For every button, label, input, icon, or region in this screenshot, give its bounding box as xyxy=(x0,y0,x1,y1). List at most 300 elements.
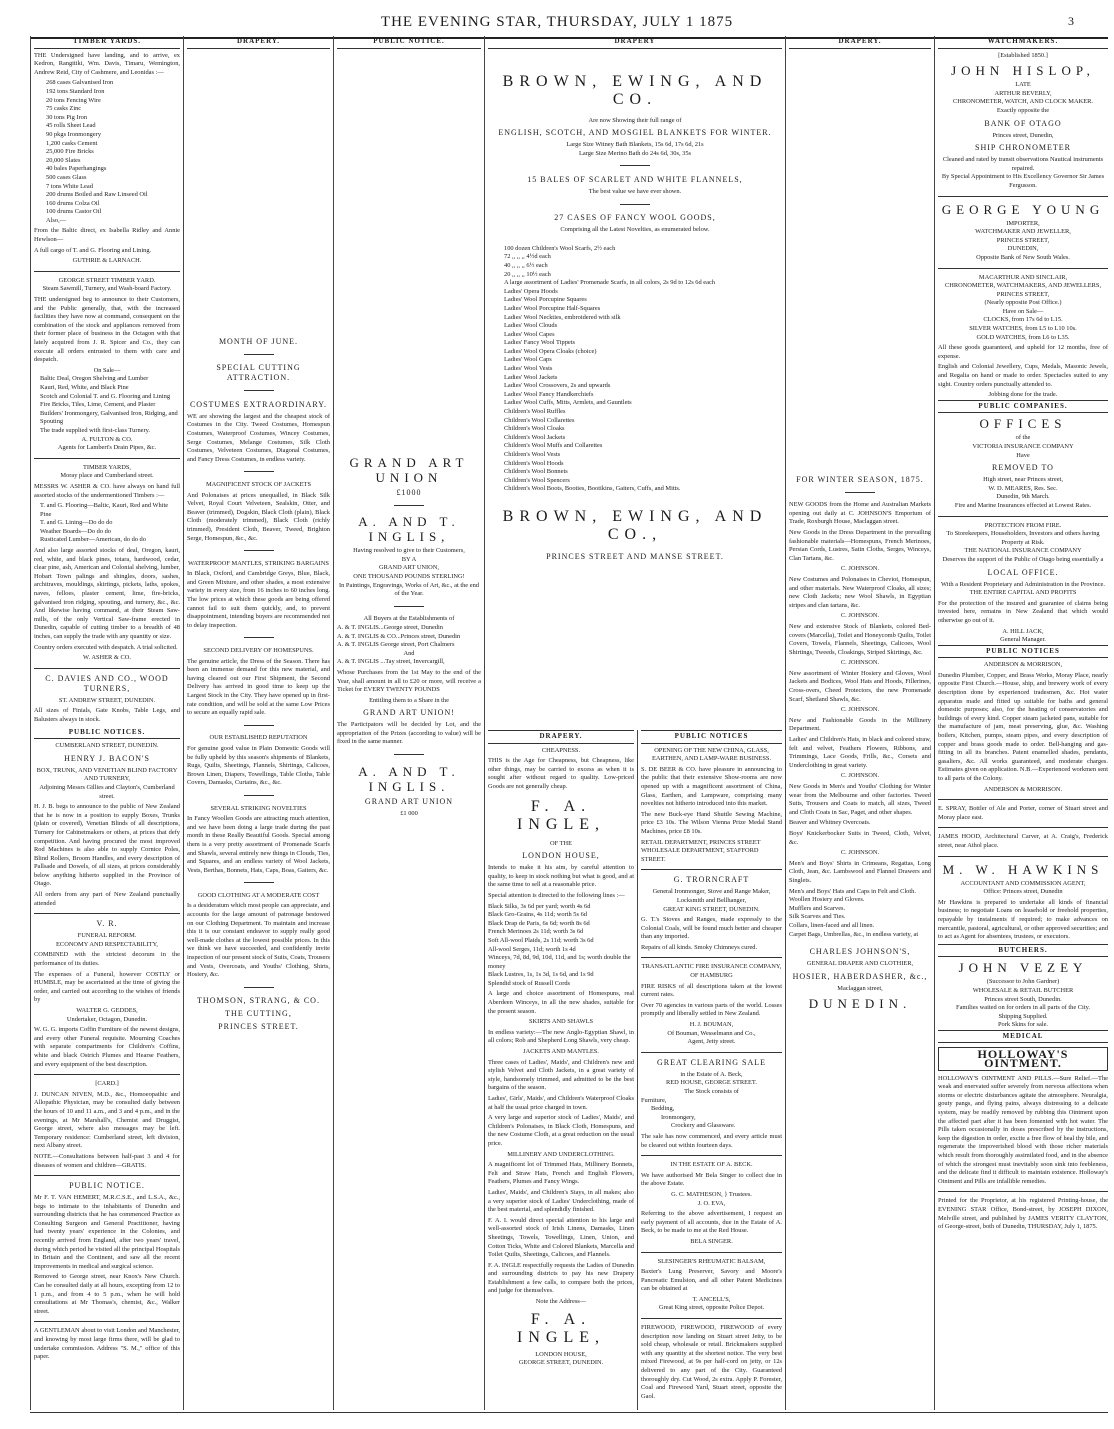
list-item: Bedding, xyxy=(651,1105,675,1113)
section-header: DRAPERY. xyxy=(789,36,931,49)
list-item: Ladies' Wool Porcupine Squares xyxy=(504,296,587,304)
list-item: 20,000 Slates xyxy=(46,156,81,164)
ad-signature: BELA SINGER. xyxy=(690,1237,733,1245)
ad-heading: MACARTHUR AND SINCLAIR, xyxy=(978,273,1068,281)
ad-text: Is a desideratum which most people can appreciate, and accounts for the large amount of patronage bestowed on our Clothing Department. To maintain and increase this it is our constant endeavor to supply really good well-made clothes at the lowest possible prices. In this we think we have succeeded, and confidently invite inspection of our present stock of Suits, Coats, Trousers and Vests, Overcoats, and Youths' Clothing, Shirts, Hosiery, &c. xyxy=(187,902,330,979)
wool-goods-list xyxy=(504,245,782,494)
ad-text: of the xyxy=(1015,434,1031,442)
list-item: Ladies' Wool Clouds xyxy=(504,322,558,330)
ad-subheading: REMOVED TO xyxy=(992,463,1054,473)
section-header: PUBLIC NOTICE. xyxy=(337,36,481,49)
ad-text: Comprising all the Latest Novelties, as enumerated below. xyxy=(560,226,710,234)
list-item: 72 ,, ,, ,, 4½d each xyxy=(504,253,551,261)
ad-text: Undertaker, Octagon, Dunedin. xyxy=(66,1015,148,1023)
ad-text: T. and G. Lining—Do do do xyxy=(40,519,113,527)
list-item: Black Drap de Paris, 6s 6d; worth 8s 6d xyxy=(488,919,590,927)
ad-text: Jobbing done for the trade. xyxy=(988,391,1058,399)
ad-divider xyxy=(641,1318,782,1319)
ad-heading: TIMBER YARDS, xyxy=(82,463,132,471)
ad-divider xyxy=(34,458,180,459)
newspaper-title: THE EVENING STAR, THURSDAY, JULY 1 1875 xyxy=(380,14,734,30)
ad-signature: PRINCES STREET. xyxy=(218,1022,299,1032)
ad-text: FIRE RISKS of all descriptions taken at the lowest current rates. xyxy=(641,982,782,999)
ad-text: LONDON HOUSE, xyxy=(535,1350,587,1358)
ad-subheading: PRINCES STREET, xyxy=(996,236,1050,244)
ad-text: Referring to the above advertisement, I request an early payment of all accounts, due in the Estate of A. Beck, to be made to me at the Red House. xyxy=(641,1210,782,1235)
ad-subheading: WATERPROOF MANTLES, STRIKING BARGAINS xyxy=(188,559,329,567)
ad-subheading: ST. ANDREW STREET, DUNEDIN. xyxy=(58,696,156,704)
list-item: Children's Wool Hoods xyxy=(504,459,564,467)
ad-text: Dunedin, 9th March. xyxy=(996,493,1050,501)
ad-text: NEW GOODS from the Home and Australian Markets opening out daily at C. JOHNSON'S Emporium of Trade, Roxburgh House, Maclaggan street. xyxy=(789,501,931,526)
section-header: DRAPERY. xyxy=(488,730,634,744)
ad-heading: G. TRORNCRAFT xyxy=(673,875,750,885)
column-ingle xyxy=(488,730,634,1410)
ad-signature: C. JOHNSON. xyxy=(840,565,880,573)
ad-subheading: SEVERAL STRIKING NOVELTIES xyxy=(210,804,307,812)
list-item: 75 casks Zinc xyxy=(46,105,82,113)
ad-text: COMBINED with the strictest decorum in the performance of its duties. xyxy=(34,951,180,968)
ad-subheading: CHRONOMETER, WATCHMAKERS, AND JEWELLERS, xyxy=(944,282,1102,290)
ad-text: FIREWOOD, FIREWOOD, FIREWOOD of every description now landing on Stuart street Jetty, to be sold cheap, wholesale or retail. Brickmakers supplied with any quantity at the shortest notice. The very best mixed Firewood, at 9s per half-cord on jetty, or 12s delivered to any part of the City. Guaranteed thoroughly dry. Cut Wood, 2s extra. Apply P. Forester, Coal and Firewood Yard, Stuart street, opposite the Gaol. xyxy=(641,1324,782,1400)
ad-subheading: 27 CASES OF FANCY WOOL GOODS, xyxy=(554,213,716,223)
ad-text: THIS is the Age for Cheapness, but Cheapness, like other things, may be carried to excess as when it is sought after without regard to quality. Low-priced Goods are not generally cheap. xyxy=(488,757,634,790)
list-item: Black Lustres, 1s, 1s 3d, 1s 6d, and 1s 9d xyxy=(488,971,594,979)
ad-heading: JOHN HISLOP, xyxy=(951,63,1095,79)
list-item: Black Silks, 3s 6d per yard; worth 4s 6d xyxy=(488,902,591,910)
ad-signature: DUNEDIN. xyxy=(808,996,912,1012)
list-item: Furniture, xyxy=(641,1096,667,1104)
ad-text: General Manager. xyxy=(1000,636,1046,644)
ad-text: THE Undersigned have landing, and to arrive, ex Kedron, Rangitiki, Wm. Davis, Timaru, Wemington, Andrew Reid, City of Cashmere, and Leonidas :— xyxy=(34,51,180,76)
section-header: DRAPERY xyxy=(488,36,782,49)
ad-text: DUNEDIN, xyxy=(1007,245,1039,253)
list-item: Children's Wool Muffs and Collarettes xyxy=(504,442,603,450)
ad-heading: HENRY J. BACON'S xyxy=(64,753,150,763)
ad-text: Baltic Deal, Oregon Shelving and Lumber xyxy=(40,375,149,383)
column-brown-ewing xyxy=(488,36,782,726)
ad-subheading: WATCHMAKER AND JEWELLER, xyxy=(975,228,1071,236)
list-item: 20 ,, ,, ,, 10½ each xyxy=(504,270,551,278)
list-item: 100 drums Castor Oil xyxy=(46,208,102,216)
ad-text: All sizes of Finials, Gate Knobs, Table Legs, and Balusters always in stock. xyxy=(34,707,180,723)
ad-subheading: RED HOUSE, GEORGE STREET. xyxy=(666,1079,757,1087)
ad-text: The expenses of a Funeral, however COSTLY or HUMBLE, may be ascertained at the time of giving the order, and carried out according to the wishes of friends by xyxy=(34,970,180,1004)
ad-text: A magnificent lot of Trimmed Hats, Millinery Bonnets, Felt and Straw Hats, French and English Flowers, Feathers, Plumes and Fancy Wings. xyxy=(488,1161,634,1186)
ad-subheading: JACKETS AND MANTLES. xyxy=(523,1048,599,1056)
list-item: 40 ,, ,, ,, 6½ each xyxy=(504,261,548,269)
ad-text: Having resolved to give to their Customers, xyxy=(353,547,465,555)
ad-signature: H. J. BOUMAN, xyxy=(689,1021,734,1029)
section-header: BUTCHERS. xyxy=(938,944,1108,958)
ad-heading: PROTECTION FROM FIRE. xyxy=(984,521,1062,529)
ad-text: Are now Showing their full range of xyxy=(588,116,682,124)
signature: WALTER G. GEDDES, xyxy=(76,1007,138,1014)
column-divider xyxy=(183,36,184,1410)
ad-text: WHOLESALE DEPARTMENT, STAFFORD STREET. xyxy=(641,847,759,863)
list-item: 160 drums Colza Oil xyxy=(46,199,100,207)
ad-text: RETAIL DEPARTMENT, PRINCES STREET xyxy=(641,838,761,846)
list-item: Ironmongery, xyxy=(661,1113,696,1121)
ad-separator xyxy=(187,547,330,556)
list-item: Ladies' Wool Neckties, embroidered with silk xyxy=(504,313,621,321)
ad-text: Mr F. T. VAN HEMERT, M.R.C.S.E., and L.S.A., &c., begs to intimate to the inhabitants of Dunedin and surrounding districts that he has commenced Practice as Consulting Surgeon and General Practitioner, having had twenty years' experience in the Colonies, and recently arrived from England, after two years' travel, during which period he visited all the principal Hospitals in Britain and the Continent, and saw all the recent improvements in medical and surgical science. xyxy=(34,1194,180,1270)
ad-heading: CHEAPNESS. xyxy=(541,746,581,754)
ad-text: BY A xyxy=(401,555,417,563)
ad-signature: C. JOHNSON. xyxy=(840,772,880,780)
list-item: 40 bales Paperhangings xyxy=(46,165,107,173)
ad-heading: FUNERAL REFORM. xyxy=(77,932,137,940)
ad-divider xyxy=(938,1191,1108,1192)
ad-text: Large Size Merino Bath do 24s 6d, 30s, 35s xyxy=(578,149,692,157)
ad-subheading: LOCAL OFFICE. xyxy=(987,567,1059,577)
ad-divider xyxy=(34,271,180,272)
ad-divider xyxy=(641,1252,782,1253)
ad-divider xyxy=(938,516,1108,517)
ad-divider xyxy=(34,668,180,669)
ad-divider xyxy=(34,1175,180,1176)
ad-text: The Participators will be decided by Lot, and the appropriation of the Prizes (according to value) will be fixed in the same manner. xyxy=(337,721,481,746)
list-item: Ladies' Wool Vests xyxy=(504,365,553,373)
ad-subheading: in the Estate of A. Beck, xyxy=(680,1070,743,1078)
ad-text: Note the Address— xyxy=(535,1298,587,1306)
ad-separator xyxy=(187,879,330,888)
ad-divider xyxy=(34,913,180,914)
ad-text: LATE xyxy=(1015,81,1031,89)
list-item: Children's Wool Boots, Booties, Bootikins, Gaiters, Cuffs, and Mitts. xyxy=(504,485,681,493)
ad-text: HOLLOWAY'S OINTMENT AND PILLS.—Sure Relief.—The weak and enervated suffer severely from nervous affections when storms or electric disturbances agitate the atmosphere. Neuralgia, gouty pangs, and flying pains, always distressing to a delicate system, may be readily removed by rubbing this Ointment upon the affected part after it has been fomented with hot water. The Pills taken occasionally in doses prescribed by the instructions, keep the digestion in order, excite a free flow of heal thy bile, and regenerate the impoverished blood with those richer materials which result from thoroughly assimilated food, and in the absence of which the strongest must inevitably soon sink into feebleness, and the delicate find it difficult to maintain existence. Holloway's Ointment and Pills are infallible remedies. xyxy=(938,1074,1108,1185)
list-item: Collars, linen-faced and all linen. xyxy=(789,921,875,929)
ad-text: H. J. B. begs to announce to the public of New Zealand that he is now in a position to supply Boxes, Trunks (plain or covered), Venetian Blinds of all descriptions, Turnery for Cabinetmakers or others, at prices that defy competition. And having procured the most improved Rod Machines is also able to supply Cornice Poles, Blind Rollers, Broom Handles, and every description of Pallsade and Dowels, of all sizes, at prices considerably below anything hitherto supplied in the Province of Otago. xyxy=(34,803,180,888)
ad-separator xyxy=(187,468,330,477)
ad-text: WE are showing the largest and the cheapest stock of Costumes in the City. Tweed Costumes, Homespun Costumes, Waterproof Costumes, Wincey Costumes, Serge Costumes, Melange Costumes, Silk Cloth Costumes, Velveteen Costumes, Diagonal Costumes, and Fancy Dress Costumes, in endless variety. xyxy=(187,412,330,463)
ad-text: Removed to George street, near Knox's New Church. Can be consulted daily at all hours, excepting from 12 to 1 p.m., and from 4 to 5 p.m., when he will hold consultations at Mr Thomas's, chemist, &c., Walker street. xyxy=(34,1273,180,1315)
masthead xyxy=(0,0,1114,34)
ad-signature: A. HILL JACK, xyxy=(1002,627,1044,635)
ad-subheading: ARTHUR BEVERLY, xyxy=(994,89,1052,97)
ad-text: For the protection of the insured and guarantee of claims being invested here, remains in New Zealand that which would otherwise go out of it. xyxy=(938,599,1108,624)
ad-subheading: SHIP CHRONOMETER xyxy=(975,143,1071,153)
ad-text: GEORGE STREET, DUNEDIN. xyxy=(518,1359,604,1367)
ad-divider xyxy=(34,1321,180,1322)
ad-subheading: IMPORTER, xyxy=(1006,219,1040,227)
ad-text: Special attention is directed to the following lines :— xyxy=(488,891,625,899)
ad-divider xyxy=(34,1074,180,1075)
ad-text: Ladies', Maids', and Children's Stays, in all makes; also a very superior stock of Ladies' Underclothing, made of the best material, and splendidly finished. xyxy=(488,1188,634,1214)
column-public-notices xyxy=(641,730,782,1410)
ad-signature: THOMSON, STRANG, & CO. xyxy=(197,996,320,1006)
ad-text: THE undersigned beg to announce to their Customers, and the Public generally, that, with the increased facilities they have now at command, consequent on the combination of the stock and appliances removed from their former place of business in the Octagon with that lately acquired from J. R. Spicer and Co., they can execute all orders entrusted to them with care and despatch. xyxy=(34,296,180,364)
ad-text: A full cargo of T. and G. Flooring and Lining. xyxy=(34,246,152,254)
ad-divider xyxy=(641,957,782,958)
ad-separator xyxy=(337,502,481,511)
list-item: Mufflers and Scarves. xyxy=(789,904,846,912)
ad-text: Dunedin Plumber, Copper, and Brass Works, Moray Place, nearly opposite First Church.—House, ship, and brewery work of every description done by experienced tradesmen, &c. Hot water apparatus made and fitted up suitable for baths and general domestic purposes; also, for the heating of conservatories and buildings of every kind. Copper steam jacketed pans, suitable for the manufacture of jam, meat preserving, glue, &c. Washing boilers, Kitchen, pumps, steam pipes, and every description of copper and brass goods made to order. Bell-hanging and gas-fitting in all its branches. Patent enamelled shades, pendants, gasaliers, &c. All works guaranteed, and moderate charges. Estimates given on application. N.B.—Experienced workmen sent to all parts of the Colony. xyxy=(938,671,1108,782)
ad-heading: TRANSATLANTIC FIRE INSURANCE COMPANY, OF HAMBURG xyxy=(641,963,782,980)
ad-text: Deserves the support of the Public of Otago being essentially a xyxy=(942,555,1104,563)
ad-separator xyxy=(187,634,330,643)
ad-heading: CHARLES JOHNSON'S, xyxy=(809,947,911,957)
ad-signature: C. JOHNSON. xyxy=(840,659,880,667)
ad-separator xyxy=(187,792,330,801)
ad-divider xyxy=(938,827,1108,828)
list-item: Children's Wool Cloaks xyxy=(504,425,565,433)
column-drapery-thomson xyxy=(187,36,330,1410)
ad-text: For genuine good value in Plain Domestic Goods will be fully upheld by this season's shipments of Blankets, Rugs, Quilts, Sheetings, Flannels, Shirtings, Calicoes, Brown Linen, Diapers, Towellings, Table Cloths, Table Covers, Damasks, Curtains, &c., &c. xyxy=(187,744,330,787)
list-item: Woollen Hosiery and Gloves. xyxy=(789,896,865,904)
ad-text: Maclaggan street, xyxy=(837,984,883,992)
section-header: TIMBER YARDS. xyxy=(34,36,180,49)
ad-text: New Costumes and Polonaises in Cheviot, Homespun, and other materials. New Waterproof Cloaks, all sizes; new Cloth Jackets; new Wool Shawls, in Egyptian stripes and clan tartans, &c. xyxy=(789,575,931,609)
ad-text: Three cases of Ladies', Maids', and Children's new and stylish Velvet and Cloth Jackets, in a great variety of style, handsomely trimmed, and admitted to be the best bargains of the season. xyxy=(488,1058,634,1092)
ad-text: Agents for Lambert's Drain Pipes, &c. xyxy=(57,444,157,452)
ad-text: In Black, Oxford, and Cambridge Greys, Blue, Black, and Green Mixture, and other shades, a most extensive variety in every size, from 16 inches to 60 inches long. The low prices at which these goods are being offered cannot fail to suit them quickly, and, to prevent disappointment, intending buyers are recommended not to delay inspection. xyxy=(187,570,330,629)
list-item: 7 tons White Lead xyxy=(46,182,93,190)
column-johnson xyxy=(789,36,931,1410)
section-header: PUBLIC COMPANIES. xyxy=(938,400,1108,414)
list-item: A large assortment of Ladies' Promenade Scarfs, in all colors, 2s 9d to 12s 6d each xyxy=(504,279,715,287)
ad-text: Builders' Ironmongery, Galvanised Iron, Ridging, and Spouting xyxy=(40,409,178,426)
list-item: Ladies' Wool Porcupine Half-Squares xyxy=(504,304,601,312)
list-item: Silk Scarves and Ties. xyxy=(789,913,846,921)
ad-heading: SLESINGER'S RHEUMATIC BALSAM, xyxy=(657,1257,766,1265)
ad-separator xyxy=(337,603,481,612)
ad-heading: V. R. xyxy=(96,919,118,929)
ad-text: Men's and Boys' Shirts in Crimeans, Regattas, Long Cloth, Jean, &c. Lambswool and Flannel Drawers and Singlets. xyxy=(789,859,931,884)
ad-subheading: CHRONOMETER, WATCH, AND CLOCK MAKER. xyxy=(953,98,1093,106)
list-item: Ladies' Wool Crossovers, 2s and upwards xyxy=(504,382,611,390)
column-divider xyxy=(637,730,638,1410)
ad-separator xyxy=(187,351,330,360)
ad-text: Ladies', Girls', Maids', and Children's Waterproof Cloaks at half the usual price charged in town. xyxy=(488,1095,634,1111)
ad-subheading: HOSIER, HABERDASHER, &c., xyxy=(792,971,928,981)
ad-subheading: Steam Sawmill, Turnery, and Wash-board Factory. xyxy=(42,285,172,293)
ad-subheading: GREAT KING STREET, DUNEDIN. xyxy=(663,905,760,913)
ad-separator xyxy=(488,201,782,210)
blank-space xyxy=(337,52,481,452)
ad-text: New assortment of Winter Hosiery and Gloves, Wool Jackets and Bodices, Wool Hats and Hoods, Fillerines, Cross-overs, Cheed Protectors, the new Promenade Scarf, Shetland Shawls, &c. xyxy=(789,669,931,703)
ad-text: In endless variety:—The new Anglo-Egyptian Shawl, in all colors; Rob and Shepherd Long Shawls, very cheap. xyxy=(488,1028,634,1045)
ad-text: [Established 1850.] xyxy=(998,51,1048,59)
ad-text: Shipping Supplied. xyxy=(998,1012,1048,1020)
list-item: 1,200 casks Cement xyxy=(46,139,98,147)
ad-subheading: ECONOMY AND RESPECTABILITY, xyxy=(56,940,158,948)
ad-heading: FOR WINTER SEASON, 1875. xyxy=(796,474,924,484)
ad-subheading: MAGNIFICENT STOCK OF JACKETS xyxy=(205,480,312,488)
ad-text: Intends to make it his aim, by careful attention to quality, to keep in stock nothing but what is good, and at the same time to sell at a reasonable price. xyxy=(488,864,634,889)
ad-text: A. & T. INGLIS...George street, Dunedin xyxy=(337,623,443,631)
ad-text: Entitling them to a Share in the xyxy=(369,696,449,704)
list-item: Men's and Boys' Hats and Caps in Felt and Cloth. xyxy=(789,887,916,895)
ad-signature: C. JOHNSON. xyxy=(840,849,880,857)
ad-text: English and Colonial Jewellery, Cups, Medals, Masonic Jewels, and Regalia on hand or made to order. Spectacles suited to any sight. Country orders punctually attended to. xyxy=(938,363,1108,388)
ad-text: Princes street South, Dunedin. xyxy=(984,995,1062,1003)
list-item: 25,000 Fire Bricks xyxy=(46,148,94,156)
ad-text: Agent, Jetty street. xyxy=(687,1038,736,1046)
ad-subheading: Moray place and Cumberland street. xyxy=(60,472,154,480)
ad-divider xyxy=(641,1155,782,1156)
ad-text: G. T.'s Stoves and Ranges, made expressly to the Colonial Coals, will be found much better and cheaper than any imported. xyxy=(641,916,782,941)
ad-text: We have authorised Mr Bela Singer to collect due in the above Estate. xyxy=(641,1171,782,1188)
ad-text: With a Resident Proprietary and Administration in the Province. xyxy=(941,580,1105,588)
ad-text: £1 000 xyxy=(400,809,418,817)
list-item: Ladies' Wool Opera Cloaks (choice) xyxy=(504,347,597,355)
ad-heading: BROWN, EWING, AND CO. xyxy=(502,72,768,108)
ad-text: Whose Purchases from the 1st May to the end of the Year, shall amount in all to £20 or more, will receive a Ticket for EVERY TWENTY POUNDS xyxy=(337,668,481,694)
section-header: WATCHMAKERS. xyxy=(938,36,1108,49)
ad-signature: T. ANCELL'S, xyxy=(692,1295,731,1303)
ad-text: Office: Princes street, Dunedin xyxy=(983,888,1063,896)
ad-divider xyxy=(938,799,1108,800)
ad-subheading: SECOND DELIVERY OF HOMESPUNS. xyxy=(203,647,314,655)
ad-text: A. & T. INGLIS ...Tay street, Invercargill, xyxy=(337,658,445,666)
signature: A. FULTON & CO. xyxy=(81,435,133,443)
ad-text: Families waited on for orders in all parts of the City. xyxy=(956,1004,1090,1012)
ad-text: MESSRS W. ASHER & CO. have always on hand full assorted stocks of the undermentioned Timbers :— xyxy=(34,482,180,499)
list-item: Splendid stock of Russell Cords xyxy=(488,979,571,987)
ad-text: All these goods guaranteed, and upheld for 12 months, free of expense. xyxy=(938,344,1108,360)
ad-subheading: General Ironmonger, Stove and Range Maker, Locksmith and Bellhanger, xyxy=(652,888,771,904)
list-item: 268 cases Galvanised Iron xyxy=(46,79,114,87)
list-item: Ladies' Fancy Wool Tippets xyxy=(504,339,575,347)
ad-signature: G. C. MATHESON, } Trustees. xyxy=(671,1190,752,1198)
ad-text: Weather Boards—Do do do xyxy=(40,527,112,535)
ad-text: E. SPRAY, Bottler of Ale and Porter, corner of Stuart street and Moray place east. xyxy=(938,805,1108,821)
ad-subheading: 15 BALES OF SCARLET AND WHITE FLANNELS, xyxy=(527,174,743,184)
list-item: Children's Wool Collarettes xyxy=(504,416,575,424)
ad-text: High street, near Princes street, xyxy=(983,476,1063,484)
ad-subheading: BOX, TRUNK, AND VENETIAN BLIND FACTORY AND TURNERY, xyxy=(36,766,178,783)
column-divider xyxy=(333,36,334,1410)
ad-heading: OFFICES xyxy=(979,416,1067,432)
ad-separator xyxy=(187,722,330,731)
ad-text: Scotch and Colonial T. and G. Flooring and Lining xyxy=(40,392,171,400)
list-item: Soft All-wool Plaids, 2s 11d; worth 3s 6d xyxy=(488,936,594,944)
ad-separator xyxy=(789,489,931,498)
ad-text: A very large and superior stock of Ladies', Maids', and Children's Polonaises, in Black Cloth, Homespuns, and the new Costume Cloth, at a great reduction on the usual price. xyxy=(488,1114,634,1147)
ad-text: Baxter's Lung Preserver, Savory and Moore's Pancreatic Emulsion, and all other Patent Medicines can be obtained at xyxy=(641,1268,782,1293)
ad-divider xyxy=(641,869,782,870)
column-divider xyxy=(785,36,786,1410)
ad-text: Rusticated Lumber—American, do do do xyxy=(40,536,146,544)
ad-text: Cleaned and rated by transit observations Nautical instruments repaired. xyxy=(942,156,1104,172)
ad-heading: IN THE ESTATE OF A. BECK. xyxy=(670,1161,753,1169)
ad-text: F. A. INGLE respectfully requests the Ladies of Dunedin and surrounding districts to pay his new Drapery Establishment a few calls, to compare both the prices, and judge for themselves. xyxy=(488,1261,634,1295)
ad-label: [CARD.] xyxy=(95,1080,119,1088)
list-item: Children's Wool Spencers xyxy=(504,476,570,484)
ad-subheading: GRAND ART UNION, xyxy=(378,564,440,572)
ad-signature: BROWN, EWING, AND CO., xyxy=(502,507,768,543)
list-item: Crockery and Glassware. xyxy=(671,1122,736,1130)
ad-subheading: GOOD CLOTHING AT A MODERATE COST xyxy=(197,891,320,899)
ad-text: OF THE xyxy=(549,839,573,847)
ad-text: All orders from any part of New Zealand punctually attended xyxy=(34,891,180,907)
ad-text: J. DUNCAN NIVEN, M.D., &c., Homoeopathic and Allopathic Physician, may be consulted daily between the hours of 10 and 11 a.m., and 3 and 4 p.m., and in the evenings, at Mr Marshall's, Chemist and Druggist, George street, where also messages may be left. Temporary residence: Cumberland street, left division, next Albany street. xyxy=(34,1090,180,1150)
ad-divider xyxy=(938,856,1108,857)
imprint: Printed for the Proprietor, at his registered Printing-house, the EVENING STAR Office, Bond-street, by JOSEPH DIXON, Melville street, and published by JAMES VERITY CLAYTON, of George-street, both of Dunedin, THURSDAY, July 1, 1875. xyxy=(938,1197,1108,1231)
ad-text: The Stock consists of xyxy=(684,1088,739,1095)
list-item: GOLD WATCHES, from L6 to L35. xyxy=(976,333,1070,341)
ad-text: Have xyxy=(1016,451,1030,459)
ad-heading: PUBLIC NOTICE. xyxy=(69,1181,145,1191)
ad-heading: OPENING OF THE NEW CHINA, GLASS, EARTHEN, AND LAMP-WARE BUSINESS. xyxy=(651,746,772,763)
list-item: Also,— xyxy=(46,216,67,224)
ad-divider xyxy=(938,268,1108,269)
ad-text: Boys' Knickerbocker Suits in Tweed, Cloth, Velvet, &c. xyxy=(789,829,931,846)
ad-signature: W. D. MEARES, Res. Sec. xyxy=(988,484,1058,492)
signature: GUTHRIE & LARNACH. xyxy=(72,257,142,265)
list-item: All-wool Serges, 11d; worth 1s 4d xyxy=(488,945,576,953)
ad-text: Pork Skins for sale. xyxy=(997,1021,1049,1029)
ad-text: All Buyers at the Establishments of xyxy=(363,615,455,623)
ad-heading: THE NATIONAL INSURANCE COMPANY xyxy=(964,547,1082,555)
ad-subheading: VICTORIA INSURANCE COMPANY xyxy=(972,443,1074,450)
column-art-union xyxy=(337,36,481,1410)
ad-text: From the Baltic direct, ex Isabella Ridley and Annie Hewlson— xyxy=(34,227,180,244)
ad-text: The genuine article, the Dress of the Season. There has been an immense demand for this new material, and having cleared out our First Shipment, the Second Delivery has arrived in good time to keep up the Largest Stock in the City. They have opened up in first-rate condition, and will be sold at the same Low Prices to secure an equally rapid sale. xyxy=(187,657,330,717)
ad-text: A large and choice assortment of Homespuns, real Aberdeen Winceys, in all the new shades, suitable for the present season. xyxy=(488,990,634,1015)
ad-subheading: ACCOUNTANT AND COMMISSION AGENT, xyxy=(960,879,1086,887)
ad-text: In Paintings, Engravings, Works of Art, &c., at the end of the Year. xyxy=(339,581,479,598)
goods-list xyxy=(34,79,180,225)
ad-subheading: LONDON HOUSE, xyxy=(522,851,600,861)
list-item: 20 tons Fencing Wire xyxy=(46,96,101,104)
ad-text: The best value we have ever shown. xyxy=(588,187,682,195)
ad-divider xyxy=(641,1052,782,1053)
ad-text: F. A. I. would direct special attention to his large and well-assorted stock of Irish Linens, Damasks, Linen Sheetings, Towels, Towellings, Linen, Union, and Cotton Ticks, White and Colored Blankets, Marcella and Toilet Quilts, Sheetings, Calicoes, and Flannels. xyxy=(488,1216,634,1259)
column-divider xyxy=(484,36,485,1410)
list-item: Ladies' Wool Caps xyxy=(504,356,552,364)
ad-divider xyxy=(938,196,1108,197)
ad-text: New and extensive Stock of Blankets, colored Bed-covers (Marcella), Toilet and Honeycomb Quilts, Toilet Covers, Towels, Flannels, Sheetings, Calicoes, Wool Shirtings, Tweeds, Cloakings, Striped Skirtings, &c. xyxy=(789,622,931,656)
list-item: SILVER WATCHES, from L5 to L10 10s. xyxy=(969,325,1077,333)
ad-text: Fire Bricks, Tiles, Lime, Cement, and Plaster xyxy=(40,401,156,409)
ad-text: Have on Sale— xyxy=(1002,307,1044,315)
list-item: CLOCKS, from 17s 6d to L15. xyxy=(983,316,1063,324)
list-item: Children's Wool Vests xyxy=(504,451,561,458)
list-item: Ladies' Wool Cuffs, Mitts, Armlets, and Gauntlets xyxy=(504,399,632,407)
ad-text: In Fancy Woollen Goods are attracting much attention, and we have been doing a large trade during the past month in these Really Beautiful Goods. Special among them is a very pretty assortment of Promenade Scarfs and Shawls, several entirely new things in Clouds, Ties, and Squares, and an endless variety of Wool Jackets, Vests, Berthas, Bonnets, Hats, Caps, Boas, Gaiters, &c. xyxy=(187,815,330,874)
ad-signature: ANDERSON & MORRISON. xyxy=(983,785,1063,793)
ad-text: And xyxy=(403,649,415,657)
ad-text: JAMES HOOD, Architectural Carver, at A. Craig's, Frederick street, near Athol place. xyxy=(938,833,1108,849)
signature: W. ASHER & CO. xyxy=(83,654,131,662)
ad-text: Mr Hawkins is prepared to undertake all kinds of financial business; to negotiate Loans on leasehold or freehold properties, repayable by instalments if required; to make advances on mercantile, pastoral, agricultural, or other approved securities; and to act as Agent for absentees, trustees, or executors. xyxy=(938,898,1108,941)
list-item: 192 tons Standard Iron xyxy=(46,87,105,95)
ad-separator xyxy=(488,162,782,171)
section-header: PUBLIC NOTICES xyxy=(641,730,782,744)
ad-subheading: On Sale— xyxy=(93,366,121,374)
ad-text: A. & T. INGLIS & CO...Princes street, Dunedin xyxy=(337,632,461,640)
ad-separator xyxy=(187,387,330,396)
ad-heading: M. W. HAWKINS xyxy=(942,861,1104,877)
ad-text: Repairs of all kinds. Smoky Chimneys cured. xyxy=(641,943,758,951)
ad-text: Country orders executed with despatch. A trial solicited. xyxy=(34,643,178,651)
list-item: Children's Wool Jackets xyxy=(504,433,566,441)
list-item: 30 tons Pig Iron xyxy=(46,113,88,121)
ad-text: New Goods in Men's and Youths' Clothing for Winter wear from the Melbourne and other factories. Tweed Suits, Trousers and Coats to match, all sizes, Tweed and Cloth Coats in Sac, Paget, and other shapes. xyxy=(789,783,931,816)
ad-text: To Storekeepers, Householders, Investors and others having Property at Risk. xyxy=(946,530,1100,546)
section-header: PUBLIC NOTICES xyxy=(938,645,1108,659)
ad-subheading: PRINCES STREET AND MANSE STREET. xyxy=(546,551,724,561)
ad-text: Opposite Bank of New South Wales. xyxy=(976,253,1070,261)
list-item: Carpet Bags, Umbrellas, &c., in endless variety, at xyxy=(789,930,919,938)
page-number: 3 xyxy=(1068,14,1074,28)
list-item: Ladies' Wool Jackets xyxy=(504,373,558,381)
section-header: MEDICAL xyxy=(938,1030,1108,1044)
section-header: DRAPERY. xyxy=(187,36,330,49)
ad-text: NOTE.—Consultations between half-past 3 and 4 for diseases of women and children—GRATIS. xyxy=(34,1152,180,1169)
